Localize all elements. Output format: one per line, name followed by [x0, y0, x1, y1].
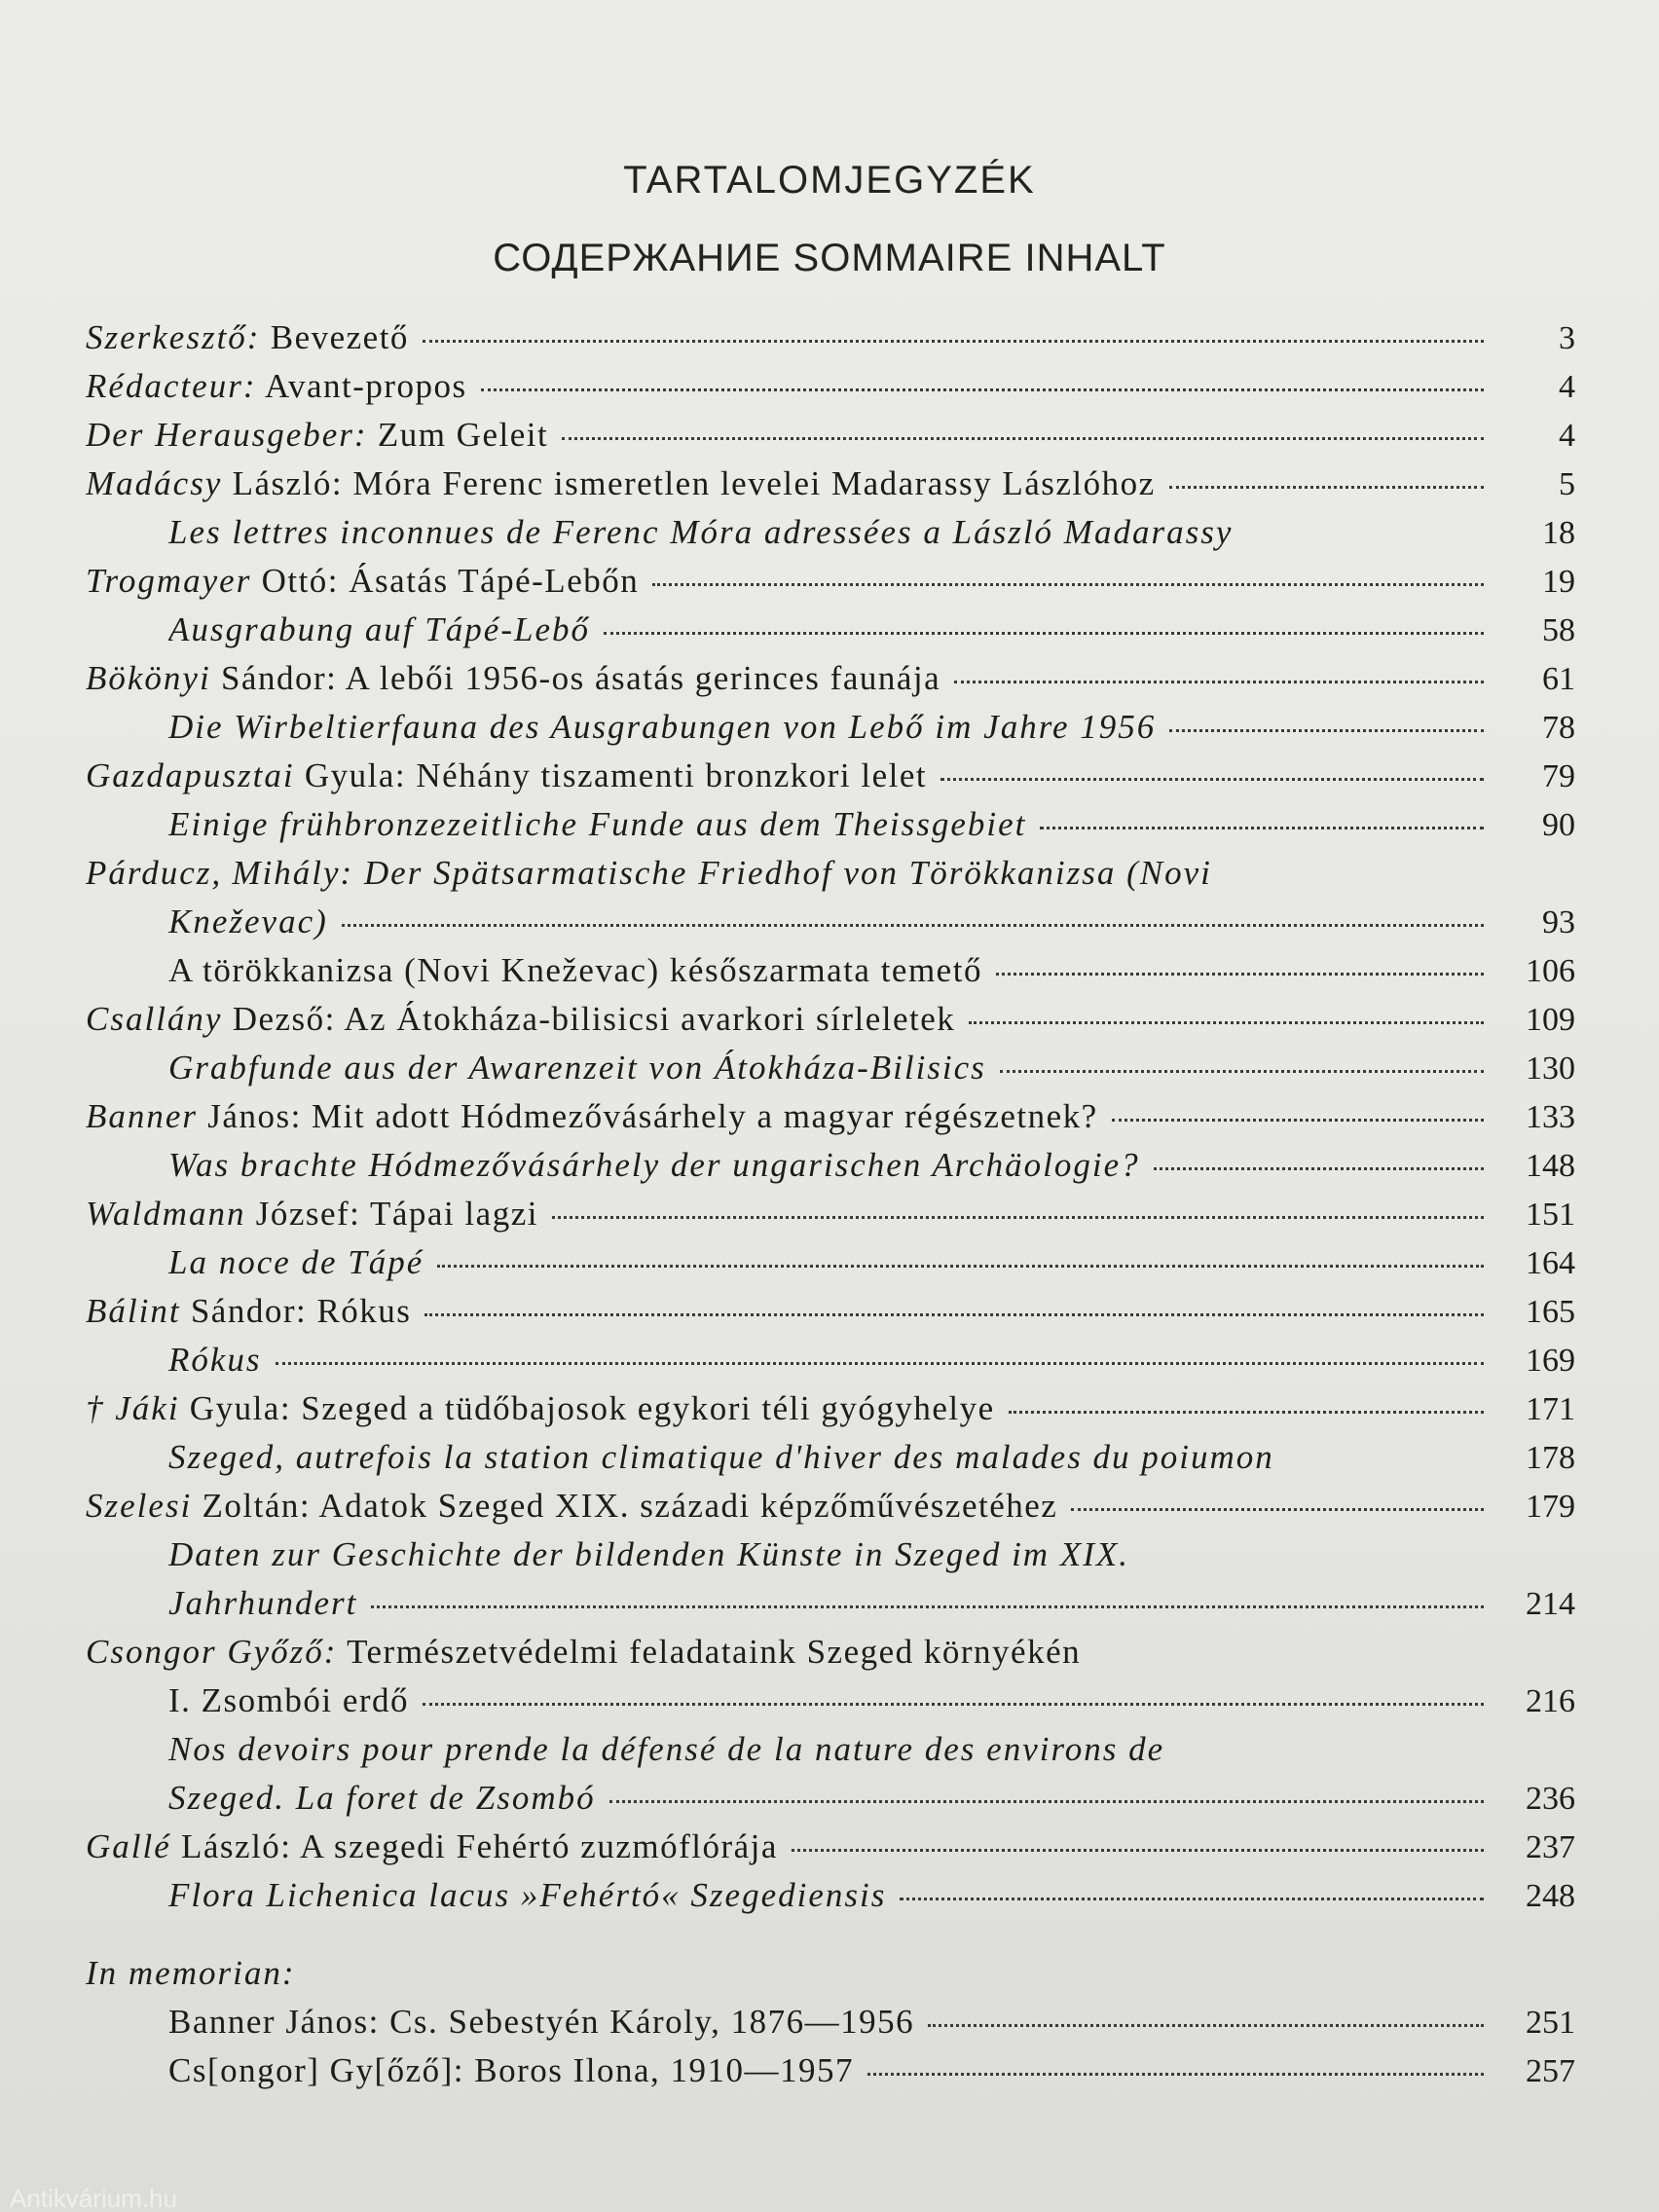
entry-page: 79: [1542, 758, 1575, 794]
entry-page: 133: [1526, 1099, 1575, 1135]
toc-entry: [86, 2046, 1575, 2095]
toc-entry-continuation: [86, 1579, 1575, 1628]
toc-entry-continuation: [86, 898, 1575, 946]
entry-page: 257: [1526, 2053, 1575, 2089]
entry-page: 169: [1526, 1343, 1575, 1379]
entry-title: Avant-propos: [264, 367, 467, 405]
entry-author: Trogmayer: [86, 562, 252, 600]
entry-title: Szeged, autrefois la station climatique d'hiver des malades du poiumon: [168, 1438, 1274, 1476]
toc-entry-translation: [86, 1141, 1575, 1190]
page-title: TARTALOMJEGYZÉK: [623, 159, 1036, 202]
entry-author: Gallé: [86, 1827, 171, 1865]
dot-leader: [424, 1312, 1484, 1316]
entry-page: 171: [1526, 1391, 1575, 1427]
entry-page: 214: [1526, 1586, 1575, 1622]
toc-entry: [86, 849, 1575, 898]
entry-page: 130: [1526, 1051, 1575, 1087]
contents-header: [0, 146, 1659, 302]
entry-title: Természetvédelmi feladataink Szeged környékén: [347, 1633, 1082, 1671]
dot-leader: [342, 923, 1484, 927]
entry-title: Jahrhundert: [168, 1584, 358, 1622]
toc-entry: [86, 752, 1575, 800]
entry-page: 4: [1559, 418, 1575, 454]
dot-leader: [276, 1361, 1484, 1365]
dot-leader: [423, 339, 1484, 343]
toc-entry-translation: [86, 1044, 1575, 1092]
entry-author: Csongor Győző:: [86, 1633, 338, 1671]
entry-page: 109: [1526, 1002, 1575, 1038]
toc-entry: [86, 1287, 1575, 1336]
entry-page: 19: [1542, 564, 1575, 600]
entry-title: Rókus: [168, 1341, 262, 1379]
entry-page: 18: [1542, 515, 1575, 551]
dot-leader: [552, 1215, 1484, 1219]
toc-entry: [86, 1190, 1575, 1238]
toc-entry: [86, 1482, 1575, 1530]
dot-leader: [1040, 826, 1484, 830]
entry-title: Sándor: A lebői 1956-os ásatás gerinces faunája: [220, 659, 941, 697]
entry-author: Madácsy: [86, 464, 223, 502]
entry-author: Párducz,: [86, 854, 223, 892]
toc-entry-translation: [86, 1871, 1575, 1920]
entry-author: Bökönyi: [86, 659, 211, 697]
entry-page: 58: [1542, 612, 1575, 648]
entry-page: 165: [1526, 1294, 1575, 1330]
entry-title: A törökkanizsa (Novi Kneževac) későszarmata temető: [168, 951, 982, 989]
dot-leader: [652, 582, 1484, 586]
toc-entry: [86, 995, 1575, 1044]
entry-author: Gazdapusztai: [86, 756, 295, 794]
entry-title: Ottó: Ásatás Tápé-Lebőn: [261, 562, 640, 600]
entry-page: 179: [1526, 1489, 1575, 1525]
toc-entry-continuation: [86, 1774, 1575, 1823]
dot-leader: [867, 2072, 1484, 2076]
dot-leader: [604, 631, 1484, 635]
entry-title: Kneževac): [168, 903, 328, 940]
entry-page: 216: [1526, 1683, 1575, 1719]
dot-leader: [1112, 1118, 1484, 1122]
entry-title: Zoltán: Adatok Szeged XIX. századi képzőművészetéhez: [202, 1487, 1058, 1525]
dot-leader: [1154, 1166, 1484, 1170]
dot-leader: [1071, 1507, 1484, 1511]
entry-title: Flora Lichenica lacus »Fehértó« Szegediensis: [168, 1876, 887, 1914]
dot-leader: [1000, 1069, 1484, 1073]
dot-leader: [609, 1799, 1484, 1803]
entry-author: Szerkesztő:: [86, 318, 261, 356]
entry-title: Les lettres inconnues de Ferenc Móra adressées a László Madarassy: [168, 513, 1234, 551]
toc-entry: [86, 313, 1575, 362]
entry-page: 248: [1526, 1878, 1575, 1914]
dot-leader: [940, 777, 1484, 781]
entry-title: Bevezető: [270, 318, 409, 356]
entry-title: Daten zur Geschichte der bildenden Künste in Szeged im XIX.: [168, 1535, 1129, 1573]
toc-entry: [86, 460, 1575, 508]
entry-page: 5: [1559, 466, 1575, 502]
entry-title: Die Wirbeltierfauna des Ausgrabungen von Lebő im Jahre 1956: [168, 708, 1157, 746]
entry-title: I. Zsombói erdő: [168, 1681, 410, 1719]
entry-author: Szelesi: [86, 1487, 193, 1525]
entry-title: Sándor: Rókus: [190, 1292, 412, 1330]
toc-entry-translation: [86, 703, 1575, 752]
toc-entry: [86, 362, 1575, 411]
toc-entry: [86, 1998, 1575, 2046]
entry-page: 93: [1542, 904, 1575, 940]
entry-title: La noce de Tápé: [168, 1243, 424, 1281]
entry-title: László: Móra Ferenc ismeretlen levelei Madarassy Lászlóhoz: [232, 464, 1156, 502]
entry-page: 164: [1526, 1245, 1575, 1281]
entry-author: Banner: [86, 1097, 199, 1135]
entry-author: † Jáki: [86, 1389, 180, 1427]
dot-leader: [792, 1848, 1484, 1852]
dot-leader: [371, 1604, 1484, 1608]
entry-title: Mihály: Der Spätsarmatische Friedhof von Törökkanizsa (Novi: [232, 854, 1212, 892]
dot-leader: [423, 1702, 1484, 1706]
entry-page: 151: [1526, 1197, 1575, 1233]
dot-leader: [437, 1264, 1484, 1268]
toc-entry-translation: [86, 1336, 1575, 1384]
entry-page: 3: [1559, 320, 1575, 356]
entry-title: Cs[ongor] Gy[őző]: Boros Ilona, 1910—1957: [168, 2051, 855, 2089]
table-of-contents: [86, 313, 1575, 2095]
entry-page: 148: [1526, 1148, 1575, 1184]
toc-entry-translation: [86, 1433, 1575, 1482]
entry-title: József: Tápai lagzi: [255, 1195, 538, 1233]
entry-author: Bálint: [86, 1292, 181, 1330]
dot-leader: [954, 680, 1484, 683]
toc-entry-translation: [86, 1530, 1575, 1579]
toc-section-heading: [86, 1949, 1575, 1998]
toc-entry-translation: [86, 1725, 1575, 1774]
toc-entry: [86, 654, 1575, 703]
dot-leader: [1009, 1410, 1484, 1414]
section-title: In memorian:: [86, 1954, 296, 1992]
toc-entry: [86, 1628, 1575, 1677]
entry-title: Was brachte Hódmezővásárhely der ungarischen Archäologie?: [168, 1146, 1140, 1184]
page-subtitle: СОДЕРЖАНИЕ SOMMAIRE INHALT: [493, 237, 1166, 279]
toc-entry-translation: [86, 800, 1575, 849]
entry-title: Einige frühbronzezeitliche Funde aus dem Theissgebiet: [168, 805, 1027, 843]
entry-title: Grabfunde aus der Awarenzeit von Átokháza-Bilisics: [168, 1049, 986, 1087]
entry-title: Szeged. La foret de Zsombó: [168, 1779, 596, 1817]
toc-entry: [86, 411, 1575, 460]
toc-entry-translation: [86, 946, 1575, 995]
entry-title: Gyula: Néhány tiszamenti bronzkori lelet: [304, 756, 928, 794]
entry-title: Dezső: Az Átokháza-bilisicsi avarkori sírleletek: [232, 1000, 956, 1038]
entry-title: János: Mit adott Hódmezővásárhely a magyar régészetnek?: [207, 1097, 1098, 1135]
entry-page: 251: [1526, 2005, 1575, 2041]
toc-entry: [86, 1823, 1575, 1871]
dot-leader: [1169, 728, 1484, 732]
entry-title: Nos devoirs pour prende la défensé de la nature des environs de: [168, 1730, 1165, 1768]
entry-title: László: A szegedi Fehértó zuzmóflórája: [181, 1827, 778, 1865]
entry-page: 61: [1542, 661, 1575, 697]
entry-title: Ausgrabung auf Tápé-Lebő: [168, 610, 590, 648]
toc-entry: [86, 1384, 1575, 1433]
entry-author: Rédacteur:: [86, 367, 257, 405]
dot-leader: [996, 972, 1484, 976]
dot-leader: [481, 387, 1484, 391]
toc-entry: [86, 557, 1575, 606]
entry-page: 78: [1542, 710, 1575, 746]
toc-entry-translation: [86, 1238, 1575, 1287]
dot-leader: [562, 436, 1484, 440]
dot-leader: [969, 1020, 1484, 1024]
entry-page: 90: [1542, 807, 1575, 843]
entry-page: 4: [1559, 369, 1575, 405]
entry-title: Zum Geleit: [377, 416, 549, 454]
entry-author: Der Herausgeber:: [86, 416, 368, 454]
entry-page: 236: [1526, 1781, 1575, 1817]
entry-page: 237: [1526, 1829, 1575, 1865]
watermark: Antikvárium.hu: [10, 2185, 177, 2212]
dot-leader: [900, 1897, 1484, 1900]
entry-page: 106: [1526, 953, 1575, 989]
toc-entry-translation: [86, 508, 1575, 557]
dot-leader: [1169, 485, 1484, 489]
toc-entry-translation: [86, 606, 1575, 654]
entry-title: Banner János: Cs. Sebestyén Károly, 1876—1956: [168, 2003, 915, 2041]
entry-page: 178: [1526, 1440, 1575, 1476]
toc-entry-continuation: [86, 1677, 1575, 1725]
entry-title: Gyula: Szeged a tüdőbajosok egykori téli gyógyhelye: [189, 1389, 995, 1427]
dot-leader: [928, 2023, 1484, 2027]
entry-author: Csallány: [86, 1000, 223, 1038]
toc-entry: [86, 1092, 1575, 1141]
entry-author: Waldmann: [86, 1195, 246, 1233]
